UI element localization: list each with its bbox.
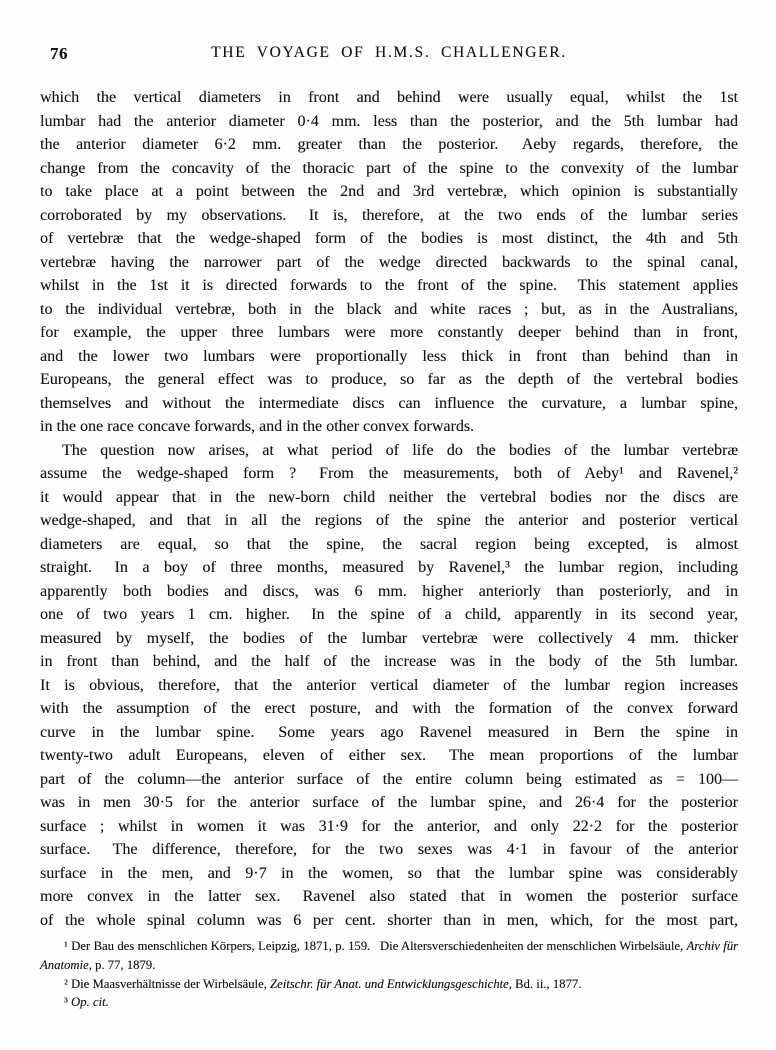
footnote-citation-italic: Op. cit. — [70, 995, 109, 1010]
text-line: in the one race concave forwards, and in the other convex forwards. — [40, 418, 475, 435]
text-line: twenty-two adult Europeans, eleven of either sex. The mean proportions of the lumbar — [40, 747, 738, 764]
page-number: 76 — [50, 44, 68, 63]
text-line: to the individual vertebræ, both in the black and white races ; but, as in the Australians, — [40, 300, 738, 318]
footnote-text: ² Die Maasverhältnisse der Wirbelsäule, — [64, 976, 270, 991]
body-text — [40, 86, 738, 932]
paragraph — [40, 86, 738, 439]
footnote-text: , p. 77, 1879. — [88, 957, 156, 972]
footnotes-section — [40, 937, 738, 1012]
footnote — [40, 937, 738, 975]
text-line: was in men 30·5 for the anterior surface of the lumbar spine, and 26·4 for the posterior — [40, 794, 738, 811]
text-line: one of two years 1 cm. higher. In the spine of a child, apparently in its second year, — [40, 606, 738, 623]
text-line: it would appear that in the new-born child neither the vertebral bodies nor the discs are — [40, 488, 738, 506]
footnote-citation-italic: Zeitschr. für Anat. und Entwicklungsgeschichte — [270, 976, 509, 991]
text-line: surface in the men, and 9·7 in the women, so that the lumbar spine was considerably — [40, 864, 738, 882]
text-line: to take place at a point between the 2nd and 3rd vertebræ, which opinion is substantially — [40, 183, 738, 200]
text-line: part of the column—the anterior surface of the entire column being estimated as = 100— — [40, 770, 738, 788]
text-line: lumbar had the anterior diameter 0·4 mm. less than the posterior, and the 5th lumbar had — [40, 112, 738, 130]
text-line: straight. In a boy of three months, measured by Ravenel,³ the lumbar region, including — [40, 559, 738, 576]
text-line: assume the wedge-shaped form ? From the measurements, both of Aeby¹ and Ravenel,² — [40, 465, 738, 482]
text-line: measured by myself, the bodies of the lumbar vertebræ were collectively 4 mm. thicker — [40, 629, 738, 647]
text-line: surface. The difference, therefore, for the two sexes was 4·1 in favour of the anterior — [40, 841, 738, 858]
footnote-text: ¹ Der Bau des menschlichen Körpers, Leipzig, 1871, p. 159. Die Altersverschiedenheiten der menschlichen Wirbelsäule, — [64, 939, 687, 953]
text-line: diameters are equal, so that the spine, the sacral region being excepted, is almost — [40, 535, 738, 553]
text-line: whilst in the 1st it is directed forwards to the front of the spine. This statement applies — [40, 277, 738, 294]
text-line: of the whole spinal column was 6 per cent. shorter than in men, which, for the most part, — [40, 911, 738, 929]
text-line: which the vertical diameters in front and behind were usually equal, whilst the 1st — [40, 89, 738, 106]
text-line: more convex in the latter sex. Ravenel also stated that in women the posterior surface — [40, 888, 738, 905]
footnote — [40, 975, 738, 994]
text-line: wedge-shaped, and that in all the regions of the spine the anterior and posterior vertical — [40, 512, 738, 529]
text-line: the anterior diameter 6·2 mm. greater than the posterior. Aeby regards, therefore, the — [40, 136, 738, 153]
text-line: curve in the lumbar spine. Some years ago Ravenel measured in Bern the spine in — [40, 723, 738, 741]
text-line: It is obvious, therefore, that the anterior vertical diameter of the lumbar region increases — [40, 676, 738, 694]
text-line: of vertebræ that the wedge-shaped form of the bodies is most distinct, the 4th and 5th — [40, 230, 738, 247]
footnote-citation-italic: Archiv für Anatomie — [40, 939, 738, 972]
footnote-text: ³ — [64, 995, 71, 1010]
text-line: corroborated by my observations. It is, therefore, at the two ends of the lumbar series — [40, 206, 738, 224]
text-line: apparently both bodies and discs, was 6 mm. higher anteriorly than posteriorly, and in — [40, 582, 738, 600]
text-line: in front than behind, and the half of the increase was in the body of the 5th lumbar. — [40, 653, 738, 670]
footnote-text: , Bd. ii., 1877. — [508, 976, 582, 991]
text-line: with the assumption of the erect posture, and with the formation of the convex forward — [40, 700, 738, 717]
paragraph — [40, 439, 738, 933]
footnote — [40, 993, 738, 1012]
text-line: surface ; whilst in women it was 31·9 for the anterior, and only 22·2 for the posterior — [40, 817, 738, 835]
text-line: The question now arises, at what period of life do the bodies of the lumbar vertebræ — [62, 441, 738, 459]
text-line: change from the concavity of the thoracic part of the spine to the convexity of the lumbar — [40, 159, 738, 177]
running-title: THE VOYAGE OF H.M.S. CHALLENGER. — [211, 44, 567, 61]
text-line: and the lower two lumbars were proportionally less thick in front than behind than in — [40, 347, 738, 365]
text-line: themselves and without the intermediate discs can influence the curvature, a lumbar spine, — [40, 394, 738, 412]
text-line: vertebræ having the narrower part of the wedge directed backwards to the spinal canal, — [40, 253, 738, 271]
text-line: Europeans, the general effect was to produce, so far as the depth of the vertebral bodies — [40, 371, 738, 388]
page-header — [40, 44, 738, 66]
text-line: for example, the upper three lumbars were more constantly deeper behind than in front, — [40, 324, 738, 341]
